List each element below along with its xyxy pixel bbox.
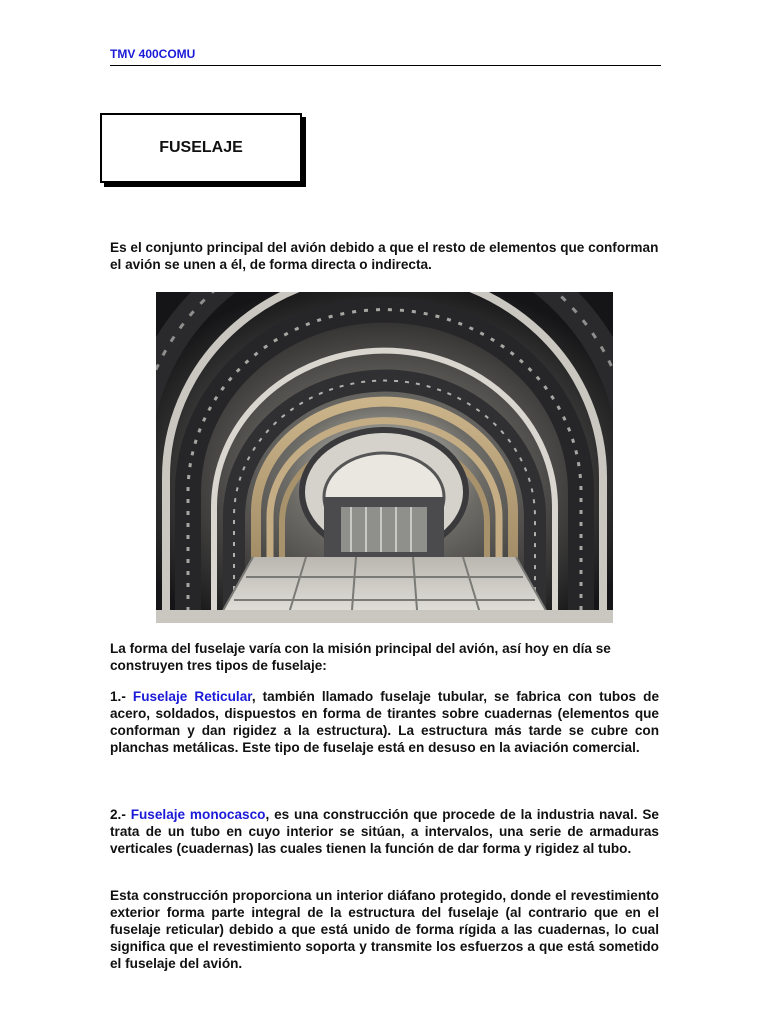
page-title: FUSELAJE [159,139,243,156]
type2-number: 2.- [110,807,131,822]
type1-text: , también llamado fuselaje tubular, se fabrica con tubos de acero, soldados, dispuestos en forma de tirantes sobre cuadernas (elementos que conforman y dan rigidez a la estructura). La estructura más tarde se cubre con planchas metálicas. Este tipo de fuselaje está en desuso en la aviación comercial. [110,689,660,755]
type2-paragraph [110,806,659,857]
header-code: TMV 400COMU [110,47,196,61]
type2-name: Fuselaje monocasco [130,807,266,822]
types-intro-paragraph: La forma del fuselaje varía con la misión principal del avión, así hoy en día se construyen tres tipos de fuselaje: [110,641,611,673]
type2-text: , es una construcción que procede de la industria naval. Se trata de un tubo en cuyo interior se sitúan, a intervalos, una serie de armaduras verticales (cuadernas) las cuales tienen la función de dar forma y rigidez al tubo. [110,807,659,856]
page-header [110,45,661,66]
type1-name: Fuselaje Reticular [132,689,252,704]
type2-detail-paragraph: Esta construcción proporciona un interior diáfano protegido, donde el revestimiento exterior forma parte integral de la estructura del fuselaje (al contrario que en el fuselaje reticular) debido a que está unido de forma rígida a las cuadernas, lo cual significa que el revestimiento soporta y transmite los esfuerzos a que está sometido el fuselaje del avión. [110,888,659,971]
intro-paragraph: Es el conjunto principal del avión debido a que el resto de elementos que conforman el avión se unen a él, de forma directa o indirecta. [110,240,659,272]
fuselage-photo [156,292,613,623]
title-box [100,113,302,183]
type1-paragraph [110,688,659,756]
type1-number: 1.- [110,689,133,704]
